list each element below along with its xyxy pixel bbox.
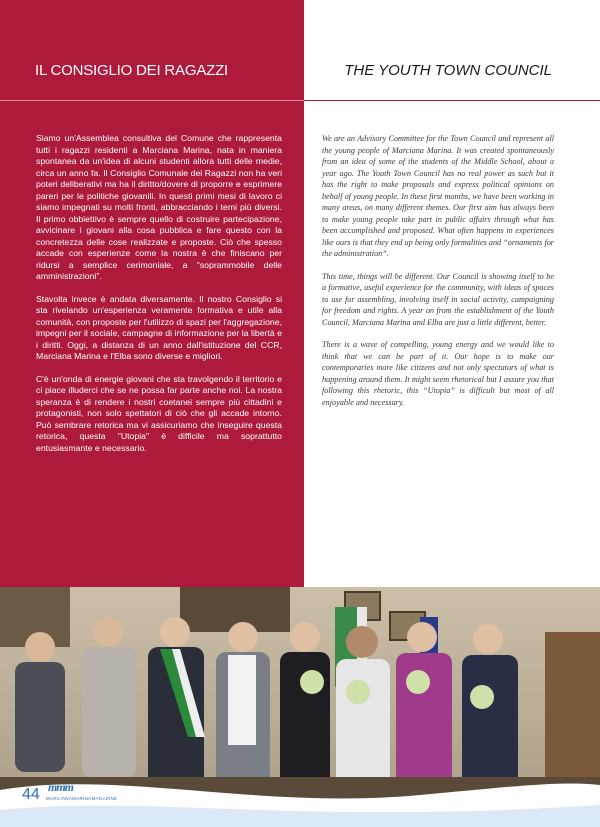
magazine-logo: mmm [48,780,74,794]
italian-paragraph-3: C'è un'onda di energie giovani che sta travolgendo il territorio e ci piace illuderci che se ne possa far parte anche noi. La nostra speranza è di rendere i nostri coetanei sempre più cittadini e protagonisti, non solo spettatori di ciò che gli accade intorno. Può sembrare retorica ma vi assicuriamo che inseguire questa retorica, questa "Utopia" è difficile ma soprattutto entusiasmante e necessario. [36,373,282,453]
english-title: THE YOUTH TOWN COUNCIL [344,62,552,79]
english-paragraph-1: We are an Advisory Committee for the Town Council and represent all the young people of Marciana Marina. It was created spontaneously from an idea of some of the students of the Middle School, about a year ago. The Youth Town Council has no real power as such but it has the right to make proposals and express political opinions on behalf of young people. In these first months, we have been working in many areas, on many different themes. Our first aim has always been to make young people take part in public affairs through what has been accomplished and proposed. What often happens in experiences like ours is that they end up being only formalities and “ornaments for the administration”. [322,134,554,258]
title-divider-right [304,100,600,101]
page-number: 44 [22,786,40,803]
magazine-logo-subtitle: MARCIANAMARINAMAGAZINE [46,796,118,801]
italian-paragraph-2: Stavolta invece è andata diversamente. Il nostro Consiglio si sta rivelando un'esperienza veramente formativa e utile alla comunità, con proposte per l'utilizzo di spazi per l'aggregazione, impegni per il sociale, campagne di informazione per la libertà e i diritti. Oggi, a distanza di un anno dall'istituzione del CCR, Marciana Marina e l'Elba sono diverse e migliori. [36,293,282,361]
title-divider-left [0,100,304,101]
english-paragraph-2: This time, things will be different. Our Council is showing itself to be a formative, useful experience for the community, with ideas of spaces to use for assembling, involving itself in social activity, campaigning for freedom and rights. A year on from the establishment of the Youth Council, Marciana Marina and Elba are just a little different, better. [322,271,554,327]
italian-title: IL CONSIGLIO DEI RAGAZZI [35,62,229,79]
italian-paragraph-1: Siamo un'Assemblea consultiva del Comune che rappresenta tutti i ragazzi residenti a Marciana Marina, nata in maniera spontanea da un'idea di alcuni studenti allora tutti delle medie, circa un anno fa. Il Consiglio Comunale dei Ragazzi non ha veri poteri deliberativi ma ha il diritto/dovere di proporre e esprimere pareri per le politiche giovanili. In questi primi mesi di lavoro ci siamo impegnati su molti fronti, abbracciando i temi più diversi. Il primo obbiettivo è sempre quello di costruire partecipazione, avvicinare i giovani alla cosa pubblica e fare questo con la concretezza delle cose realizzate e proposte. Ciò che spesso accade con esperienze come la nostra è che finiscano per ridursi a semplice cerimoniale, a "soprammobile delle amministrazioni". [36,133,282,281]
italian-article [36,133,282,465]
english-article [322,133,554,419]
english-paragraph-3: There is a wave of compelling, young energy and we would like to think that we can be part of it. Our hope is to make our contemporaries more like citizens and not only spectators of what is happening around them. It might seem rhetorical but I assure you that following this rhetoric, this “Utopia” is difficult but most of all enjoyable and necessary. [322,340,554,407]
